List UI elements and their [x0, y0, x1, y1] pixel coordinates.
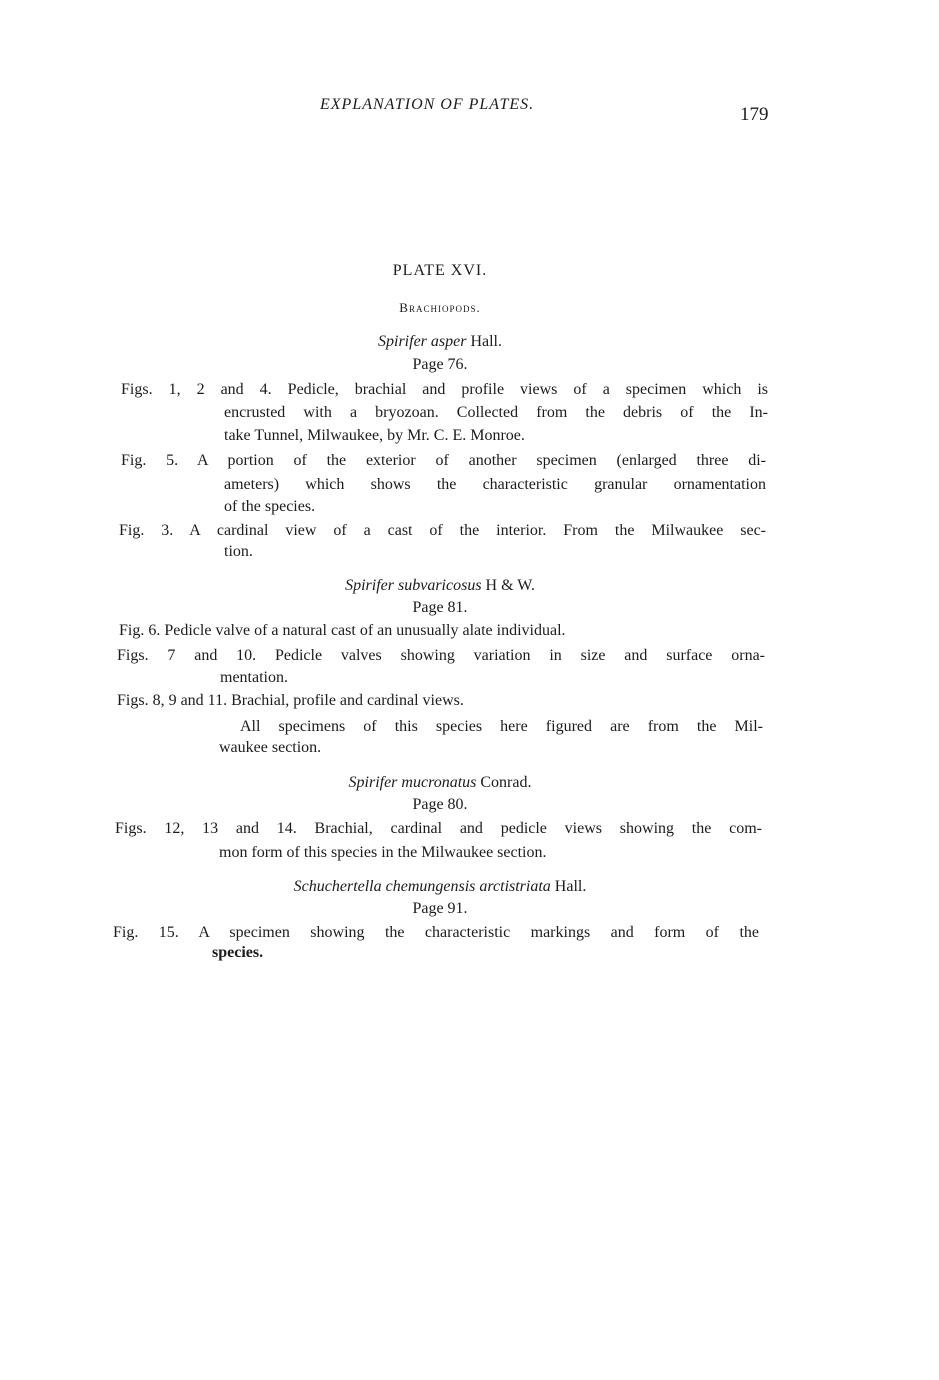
figure-description-line: Figs. 7 and 10. Pedicle valves showing variation in size and surface orna-: [117, 647, 765, 664]
plate-subtitle: Brachiopods.: [399, 300, 481, 315]
figure-description-line: waukee section.: [219, 739, 322, 756]
species-author: Hall.: [470, 333, 502, 350]
running-head: [0, 96, 939, 126]
figure-description-line: Figs. 1, 2 and 4. Pedicle, brachial and profile views of a specimen which is: [121, 381, 768, 398]
figure-description-line: Figs. 8, 9 and 11. Brachial, profile and cardinal views.: [117, 692, 464, 709]
species-name: Spirifer asper: [378, 333, 467, 350]
species-author: Conrad.: [480, 774, 532, 791]
species-name: Schuchertella chemungensis arctistriata: [293, 878, 551, 895]
figure-description-line: tion.: [224, 543, 253, 560]
figure-description-line: take Tunnel, Milwaukee, by Mr. C. E. Monroe.: [224, 427, 525, 444]
running-title: EXPLANATION OF PLATES.: [320, 96, 535, 113]
species-heading: [0, 878, 880, 896]
figure-description-line: Fig. 5. A portion of the exterior of another specimen (enlarged three di-: [121, 452, 766, 469]
page-reference: Page 91.: [412, 900, 468, 917]
species-heading: [0, 577, 880, 595]
page-number: 179: [740, 104, 769, 125]
page-reference: Page 80.: [412, 796, 468, 813]
page-reference: Page 76.: [412, 356, 468, 373]
figure-description-line: mon form of this species in the Milwaukee section.: [219, 844, 547, 861]
species-author: H & W.: [485, 577, 535, 594]
plate-title: PLATE XVI.: [392, 262, 488, 279]
species-name: Spirifer subvaricosus: [345, 577, 482, 594]
species-author: Hall.: [554, 878, 587, 895]
figure-description-line: of the species.: [224, 498, 316, 515]
figure-description-line: Fig. 3. A cardinal view of a cast of the interior. From the Milwaukee sec-: [119, 522, 766, 539]
page-reference: Page 81.: [412, 599, 468, 616]
figure-description-line: All specimens of this species here figured are from the Mil-: [240, 718, 763, 735]
figure-description-line: ameters) which shows the characteristic granular ornamentation: [224, 476, 766, 493]
species-heading: [0, 774, 880, 792]
figure-description-line: Figs. 12, 13 and 14. Brachial, cardinal and pedicle views showing the com-: [115, 820, 762, 837]
species-heading: [0, 333, 880, 351]
figure-description-line: encrusted with a bryozoan. Collected from the debris of the In-: [224, 404, 768, 421]
figure-description-line: Fig. 6. Pedicle valve of a natural cast of an unusually alate individual.: [119, 622, 566, 639]
figure-description-line: mentation.: [220, 669, 288, 686]
figure-description-line: species.: [212, 944, 264, 961]
figure-description-line: Fig. 15. A specimen showing the characteristic markings and form of the: [113, 924, 759, 941]
species-name: Spirifer mucronatus: [348, 774, 477, 791]
